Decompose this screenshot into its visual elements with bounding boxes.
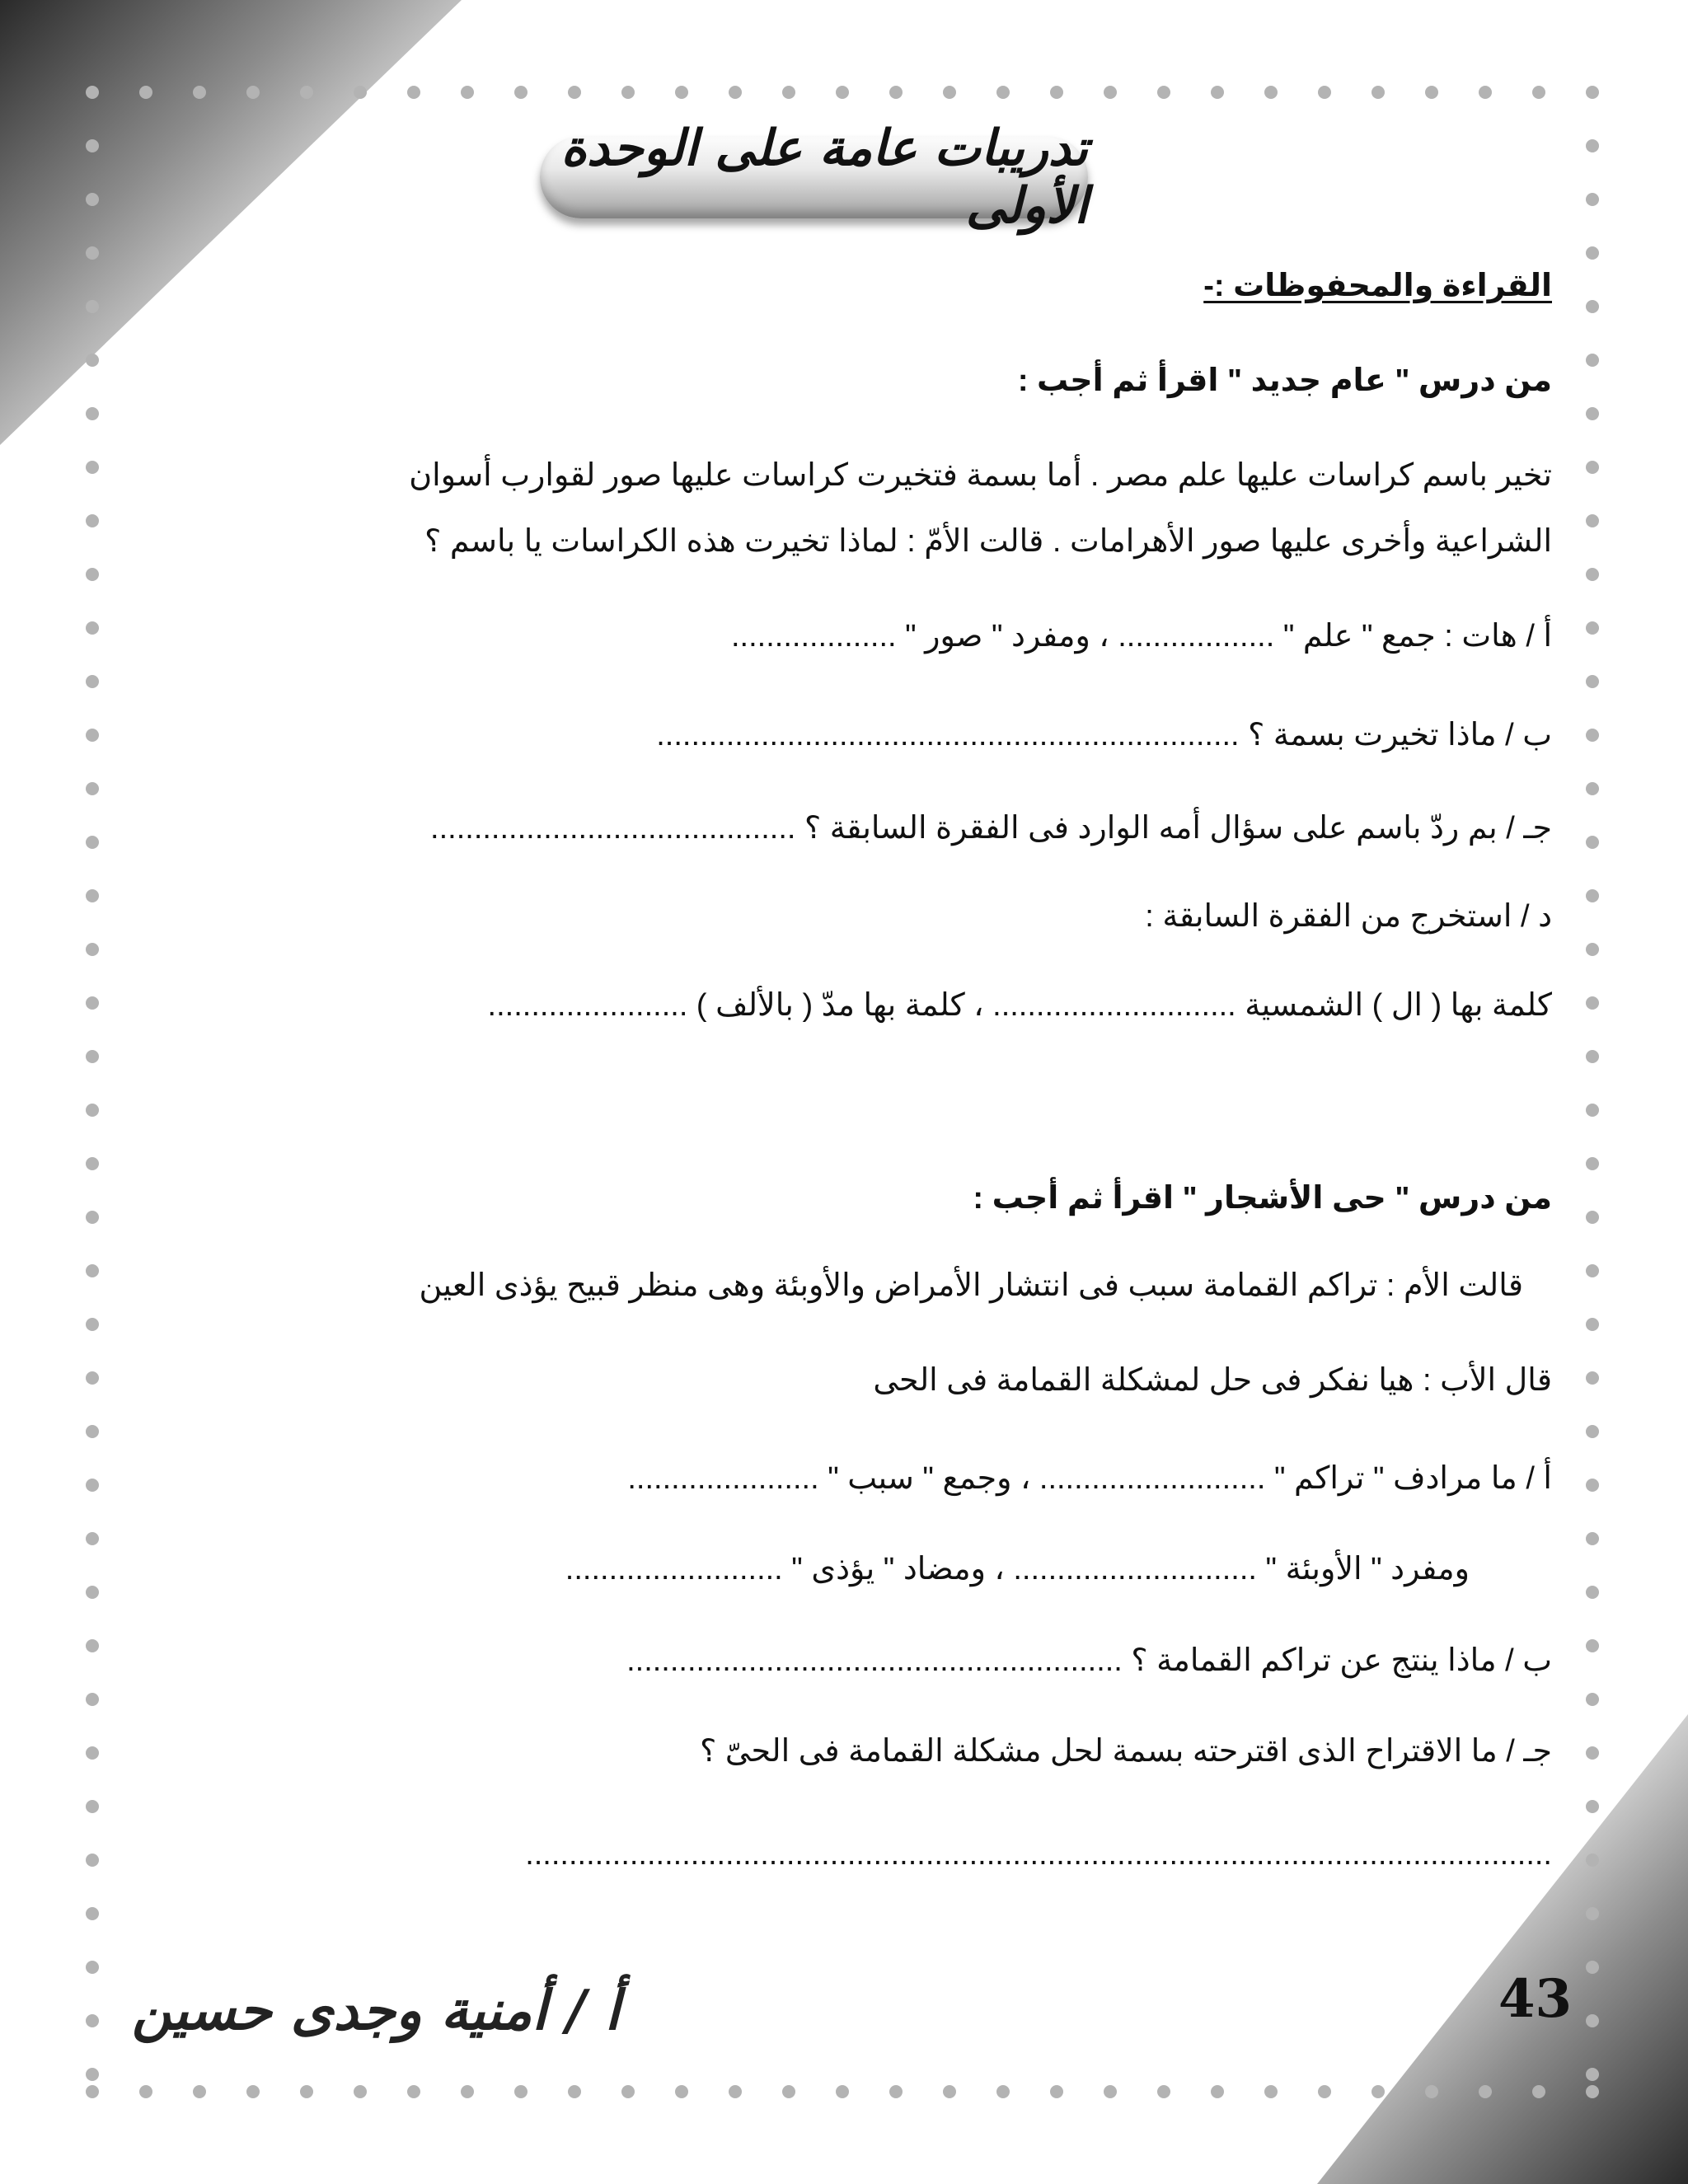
border-dot bbox=[86, 1264, 99, 1277]
author-signature: أ / أمنية وجدى حسين bbox=[132, 1978, 621, 2042]
border-dot bbox=[1586, 1961, 1599, 1974]
border-dot bbox=[1211, 2085, 1224, 2098]
border-dot bbox=[300, 2085, 313, 2098]
border-dot bbox=[193, 2085, 206, 2098]
border-dot bbox=[568, 86, 581, 99]
border-dot bbox=[1586, 943, 1599, 956]
page-number: 43 bbox=[1498, 1968, 1573, 2030]
border-dot bbox=[1586, 1532, 1599, 1545]
border-dot bbox=[86, 86, 99, 99]
border-dot bbox=[354, 2085, 367, 2098]
border-dot bbox=[621, 2085, 635, 2098]
border-dot bbox=[943, 86, 956, 99]
border-dot bbox=[1586, 1050, 1599, 1063]
lesson2-passage-line1: قالت الأم : تراكم القمامة سبب فى انتشار الأمراض والأوبئة وهى منظر قبيح يؤذى العين bbox=[419, 1268, 1523, 1303]
border-dot bbox=[1586, 782, 1599, 795]
border-dot bbox=[1372, 2085, 1385, 2098]
lesson1-passage-line1: تخير باسم كراسات عليها علم مصر . أما بسمة فتخيرت كراسات عليها صور لقوارب أسوان bbox=[409, 458, 1552, 493]
border-dot bbox=[354, 86, 367, 99]
border-dot bbox=[86, 1586, 99, 1599]
lesson2-answer-line: ...................................................................................................................... bbox=[525, 1837, 1552, 1872]
border-dot bbox=[1264, 2085, 1278, 2098]
border-dot bbox=[1586, 1800, 1599, 1813]
border-dot bbox=[86, 943, 99, 956]
border-dot bbox=[407, 2085, 420, 2098]
border-dot bbox=[782, 86, 795, 99]
border-dot bbox=[1586, 461, 1599, 474]
border-dot bbox=[86, 246, 99, 260]
border-dot bbox=[1479, 86, 1492, 99]
lesson1-question-d-line: كلمة بها ( ال ) الشمسية ............................ ، كلمة بها مدّ ( بالألف ) ....................... bbox=[487, 988, 1552, 1023]
border-dot bbox=[86, 1532, 99, 1545]
border-dot bbox=[1157, 2085, 1170, 2098]
border-dot bbox=[86, 1800, 99, 1813]
border-dot bbox=[1586, 836, 1599, 849]
border-dot bbox=[86, 461, 99, 474]
border-dot bbox=[246, 86, 260, 99]
border-dot bbox=[1586, 514, 1599, 527]
border-dot bbox=[86, 139, 99, 152]
border-dot bbox=[1532, 2085, 1545, 2098]
border-dot bbox=[1586, 2068, 1599, 2081]
border-dot bbox=[782, 2085, 795, 2098]
border-dot bbox=[1586, 1693, 1599, 1706]
decorative-corner-top-left bbox=[0, 0, 462, 445]
border-dot bbox=[729, 2085, 742, 2098]
border-dot bbox=[1586, 1586, 1599, 1599]
border-dot bbox=[836, 86, 849, 99]
border-dot bbox=[1532, 86, 1545, 99]
border-dot bbox=[1586, 889, 1599, 902]
border-dot bbox=[86, 1104, 99, 1117]
border-dot bbox=[86, 2014, 99, 2027]
border-dot bbox=[86, 1425, 99, 1438]
border-dot bbox=[86, 193, 99, 206]
border-dot bbox=[836, 2085, 849, 2098]
border-dot bbox=[1318, 86, 1331, 99]
border-dot bbox=[86, 889, 99, 902]
border-dot bbox=[1372, 86, 1385, 99]
border-dot bbox=[1586, 1425, 1599, 1438]
border-dot bbox=[86, 1907, 99, 1920]
title-banner bbox=[540, 120, 1088, 235]
border-dot bbox=[139, 2085, 152, 2098]
border-dot bbox=[1586, 300, 1599, 313]
border-dot bbox=[1586, 1854, 1599, 1867]
lesson1-heading: من درس " عام جديد " اقرأ ثم أجب : bbox=[1017, 363, 1552, 398]
border-dot bbox=[86, 2085, 99, 2098]
border-dot bbox=[86, 1693, 99, 1706]
border-dot bbox=[943, 2085, 956, 2098]
border-dot bbox=[1586, 246, 1599, 260]
border-dot bbox=[86, 1157, 99, 1170]
border-dot bbox=[86, 300, 99, 313]
border-dot bbox=[1425, 86, 1438, 99]
border-dot bbox=[1425, 2085, 1438, 2098]
lesson1-question-b: ب / ماذا تخيرت بسمة ؟ ................................................................... bbox=[656, 718, 1552, 752]
border-dot bbox=[1050, 2085, 1063, 2098]
border-dot bbox=[1586, 568, 1599, 581]
border-dot bbox=[86, 782, 99, 795]
page-title: تدريبات عامة على الوحدة الأولى bbox=[560, 120, 1088, 235]
border-dot bbox=[1586, 1479, 1599, 1492]
border-dot bbox=[1586, 2085, 1599, 2098]
border-dot bbox=[1586, 1371, 1599, 1385]
border-dot bbox=[1586, 675, 1599, 688]
lesson2-question-a2: ومفرد " الأوبئة " ............................ ، ومضاد " يؤذى " ......................... bbox=[565, 1552, 1470, 1586]
border-dot bbox=[996, 86, 1010, 99]
border-dot bbox=[1586, 86, 1599, 99]
border-dot bbox=[1211, 86, 1224, 99]
border-dot bbox=[86, 621, 99, 635]
border-dot bbox=[86, 1854, 99, 1867]
border-dot bbox=[1586, 139, 1599, 152]
border-dot bbox=[1586, 407, 1599, 420]
border-dot bbox=[568, 2085, 581, 2098]
border-dot bbox=[86, 996, 99, 1010]
border-dot bbox=[1104, 86, 1117, 99]
border-dot bbox=[675, 86, 688, 99]
border-dot bbox=[86, 729, 99, 742]
border-dot bbox=[86, 1639, 99, 1652]
border-dot bbox=[1586, 996, 1599, 1010]
border-dot bbox=[1157, 86, 1170, 99]
decorative-corner-bottom-right bbox=[1317, 1714, 1688, 2184]
border-dot bbox=[1050, 86, 1063, 99]
border-dot bbox=[675, 2085, 688, 2098]
border-dot bbox=[889, 86, 903, 99]
border-dot bbox=[1586, 1157, 1599, 1170]
lesson1-passage-line2: الشراعية وأخرى عليها صور الأهرامات . قالت الأمّ : لماذا تخيرت هذه الكراسات يا باسم ؟ bbox=[424, 524, 1552, 559]
border-dot bbox=[246, 2085, 260, 2098]
border-dot bbox=[461, 2085, 474, 2098]
border-dot bbox=[86, 1318, 99, 1331]
border-dot bbox=[1586, 193, 1599, 206]
border-dot bbox=[889, 2085, 903, 2098]
border-dot bbox=[1586, 2014, 1599, 2027]
border-dot bbox=[1586, 621, 1599, 635]
border-dot bbox=[729, 86, 742, 99]
border-dot bbox=[1586, 1104, 1599, 1117]
lesson1-question-d: د / استخرج من الفقرة السابقة : bbox=[1145, 899, 1552, 934]
border-dot bbox=[1586, 1211, 1599, 1224]
border-dot bbox=[86, 2068, 99, 2081]
border-dot bbox=[139, 86, 152, 99]
border-dot bbox=[1318, 2085, 1331, 2098]
border-dot bbox=[86, 836, 99, 849]
border-dot bbox=[86, 1371, 99, 1385]
border-dot bbox=[86, 354, 99, 367]
border-dot bbox=[1586, 1746, 1599, 1760]
border-dot bbox=[996, 2085, 1010, 2098]
lesson1-question-a: أ / هات : جمع " علم " .................. ، ومفرد " صور " ................... bbox=[730, 619, 1552, 654]
border-dot bbox=[1104, 2085, 1117, 2098]
border-dot bbox=[1586, 1907, 1599, 1920]
border-dot bbox=[407, 86, 420, 99]
border-dot bbox=[86, 407, 99, 420]
border-dot bbox=[1479, 2085, 1492, 2098]
lesson1-question-c: جـ / بم ردّ باسم على سؤال أمه الوارد فى الفقرة السابقة ؟ .......................................... bbox=[430, 811, 1552, 846]
border-dot bbox=[86, 1211, 99, 1224]
lesson2-passage-line2: قال الأب : هيا نفكر فى حل لمشكلة القمامة فى الحى bbox=[873, 1363, 1552, 1398]
border-dot bbox=[514, 2085, 528, 2098]
lesson2-question-b: ب / ماذا ينتج عن تراكم القمامة ؟ ......................................................... bbox=[626, 1643, 1552, 1678]
border-dot bbox=[86, 675, 99, 688]
border-dot bbox=[1586, 1639, 1599, 1652]
border-dot bbox=[1264, 86, 1278, 99]
border-dot bbox=[86, 1050, 99, 1063]
lesson2-question-a: أ / ما مرادف " تراكم " .......................... ، وجمع " سبب " ...................... bbox=[627, 1461, 1552, 1496]
lesson2-heading: من درس " حى الأشجار " اقرأ ثم أجب : bbox=[973, 1181, 1552, 1216]
border-dot bbox=[514, 86, 528, 99]
border-dot bbox=[86, 1746, 99, 1760]
border-dot bbox=[1586, 1264, 1599, 1277]
border-dot bbox=[86, 514, 99, 527]
border-dot bbox=[86, 1961, 99, 1974]
border-dot bbox=[1586, 354, 1599, 367]
border-dot bbox=[461, 86, 474, 99]
border-dot bbox=[193, 86, 206, 99]
section-heading: القراءة والمحفوظات :- bbox=[1203, 269, 1552, 303]
border-dot bbox=[86, 568, 99, 581]
lesson2-question-c: جـ / ما الاقتراح الذى اقترحته بسمة لحل مشكلة القمامة فى الحىّ ؟ bbox=[700, 1734, 1552, 1769]
border-dot bbox=[300, 86, 313, 99]
border-dot bbox=[86, 1479, 99, 1492]
border-dot bbox=[1586, 1318, 1599, 1331]
border-dot bbox=[1586, 729, 1599, 742]
border-dot bbox=[621, 86, 635, 99]
